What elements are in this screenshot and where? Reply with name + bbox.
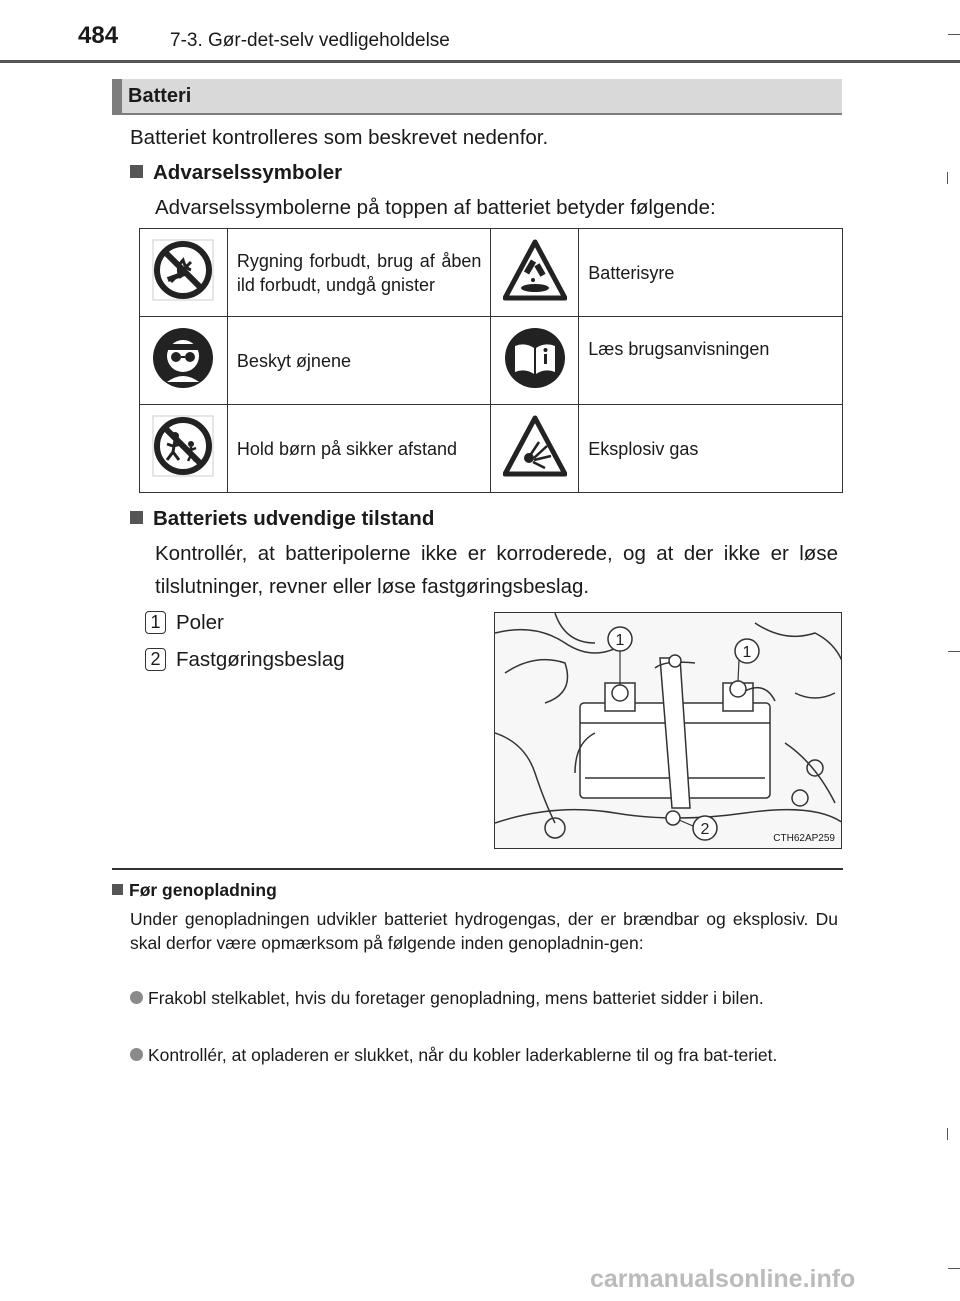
warning-label: Eksplosiv gas bbox=[579, 405, 843, 493]
keep-children-away-icon bbox=[140, 405, 228, 493]
bullet-item bbox=[130, 1043, 842, 1067]
explosive-gas-icon bbox=[491, 405, 579, 493]
circle-bullet-icon bbox=[130, 991, 143, 1004]
section-title: Batteri bbox=[128, 85, 192, 107]
page-number: 484 bbox=[78, 22, 119, 49]
external-condition-heading bbox=[130, 502, 434, 535]
callout-number: 1 bbox=[145, 611, 166, 634]
callout-number: 2 bbox=[145, 648, 166, 671]
chapter-title: 7-3. Gør-det-selv vedligeholdelse bbox=[170, 30, 450, 51]
eye-protection-icon bbox=[140, 317, 228, 405]
external-condition-text: Kontrollér, at batteripolerne ikke er korroderede, og at der ikke er løse tilslutninger, revner eller løse fastgøringsbeslag. bbox=[155, 542, 838, 598]
section-title-bar bbox=[112, 79, 842, 115]
svg-text:1: 1 bbox=[615, 632, 625, 649]
warning-symbols-text: Advarselssymbolerne på toppen af batteriet betyder følgende: bbox=[155, 196, 716, 219]
warning-label: Hold børn på sikker afstand bbox=[227, 405, 490, 493]
before-charging-heading bbox=[112, 878, 277, 902]
legend-label: Fastgøringsbeslag bbox=[176, 648, 345, 671]
warning-label: Batterisyre bbox=[579, 229, 843, 317]
warning-symbols-heading bbox=[130, 156, 342, 189]
table-row bbox=[140, 229, 843, 317]
svg-text:1: 1 bbox=[742, 644, 752, 661]
svg-text:2: 2 bbox=[700, 821, 710, 838]
circle-bullet-icon bbox=[130, 1048, 143, 1061]
table-row bbox=[140, 405, 843, 493]
bullet-text: Kontrollér, at opladeren er slukket, når du kobler laderkablerne til og fra bat-teriet. bbox=[148, 1045, 778, 1065]
header-rule bbox=[0, 60, 960, 63]
warning-label: Beskyt øjnene bbox=[227, 317, 490, 405]
bullet-text: Frakobl stelkablet, hvis du foretager genopladning, mens batteriet sidder i bilen. bbox=[148, 988, 764, 1008]
battery-illustration bbox=[494, 612, 842, 849]
legend-item bbox=[145, 643, 345, 676]
crop-mark bbox=[948, 34, 960, 35]
table-row bbox=[140, 317, 843, 405]
crop-mark bbox=[948, 651, 960, 652]
warning-label: Læs brugsanvisningen bbox=[579, 317, 843, 405]
read-manual-icon bbox=[491, 317, 579, 405]
crop-mark bbox=[947, 1128, 948, 1140]
warning-symbols-table bbox=[139, 228, 843, 493]
bullet-item bbox=[130, 986, 842, 1010]
square-bullet-icon bbox=[112, 884, 123, 895]
watermark: carmanualsonline.info bbox=[590, 1265, 856, 1293]
before-charging-heading-text: Før genopladning bbox=[129, 880, 277, 900]
battery-acid-icon bbox=[491, 229, 579, 317]
square-bullet-icon bbox=[130, 165, 143, 178]
external-condition-heading-text: Batteriets udvendige tilstand bbox=[153, 507, 435, 530]
crop-mark bbox=[948, 1268, 960, 1269]
warning-symbols-heading-text: Advarselssymboler bbox=[153, 161, 343, 184]
square-bullet-icon bbox=[130, 511, 143, 524]
warning-label: Rygning forbudt, brug af åben ild forbudt, undgå gnister bbox=[227, 229, 490, 317]
legend-item bbox=[145, 606, 224, 639]
no-smoking-no-flame-icon bbox=[140, 229, 228, 317]
section-divider bbox=[112, 868, 843, 870]
intro-text: Batteriet kontrolleres som beskrevet nedenfor. bbox=[130, 126, 549, 149]
legend-label: Poler bbox=[176, 611, 224, 634]
crop-mark bbox=[947, 172, 948, 184]
figure-code: CTH62AP259 bbox=[773, 833, 835, 844]
before-charging-text: Under genopladningen udvikler batteriet hydrogengas, der er brændbar og eksplosiv. Du skal derfor være opmærksom på følgende inden genopladnin-gen: bbox=[130, 909, 838, 953]
